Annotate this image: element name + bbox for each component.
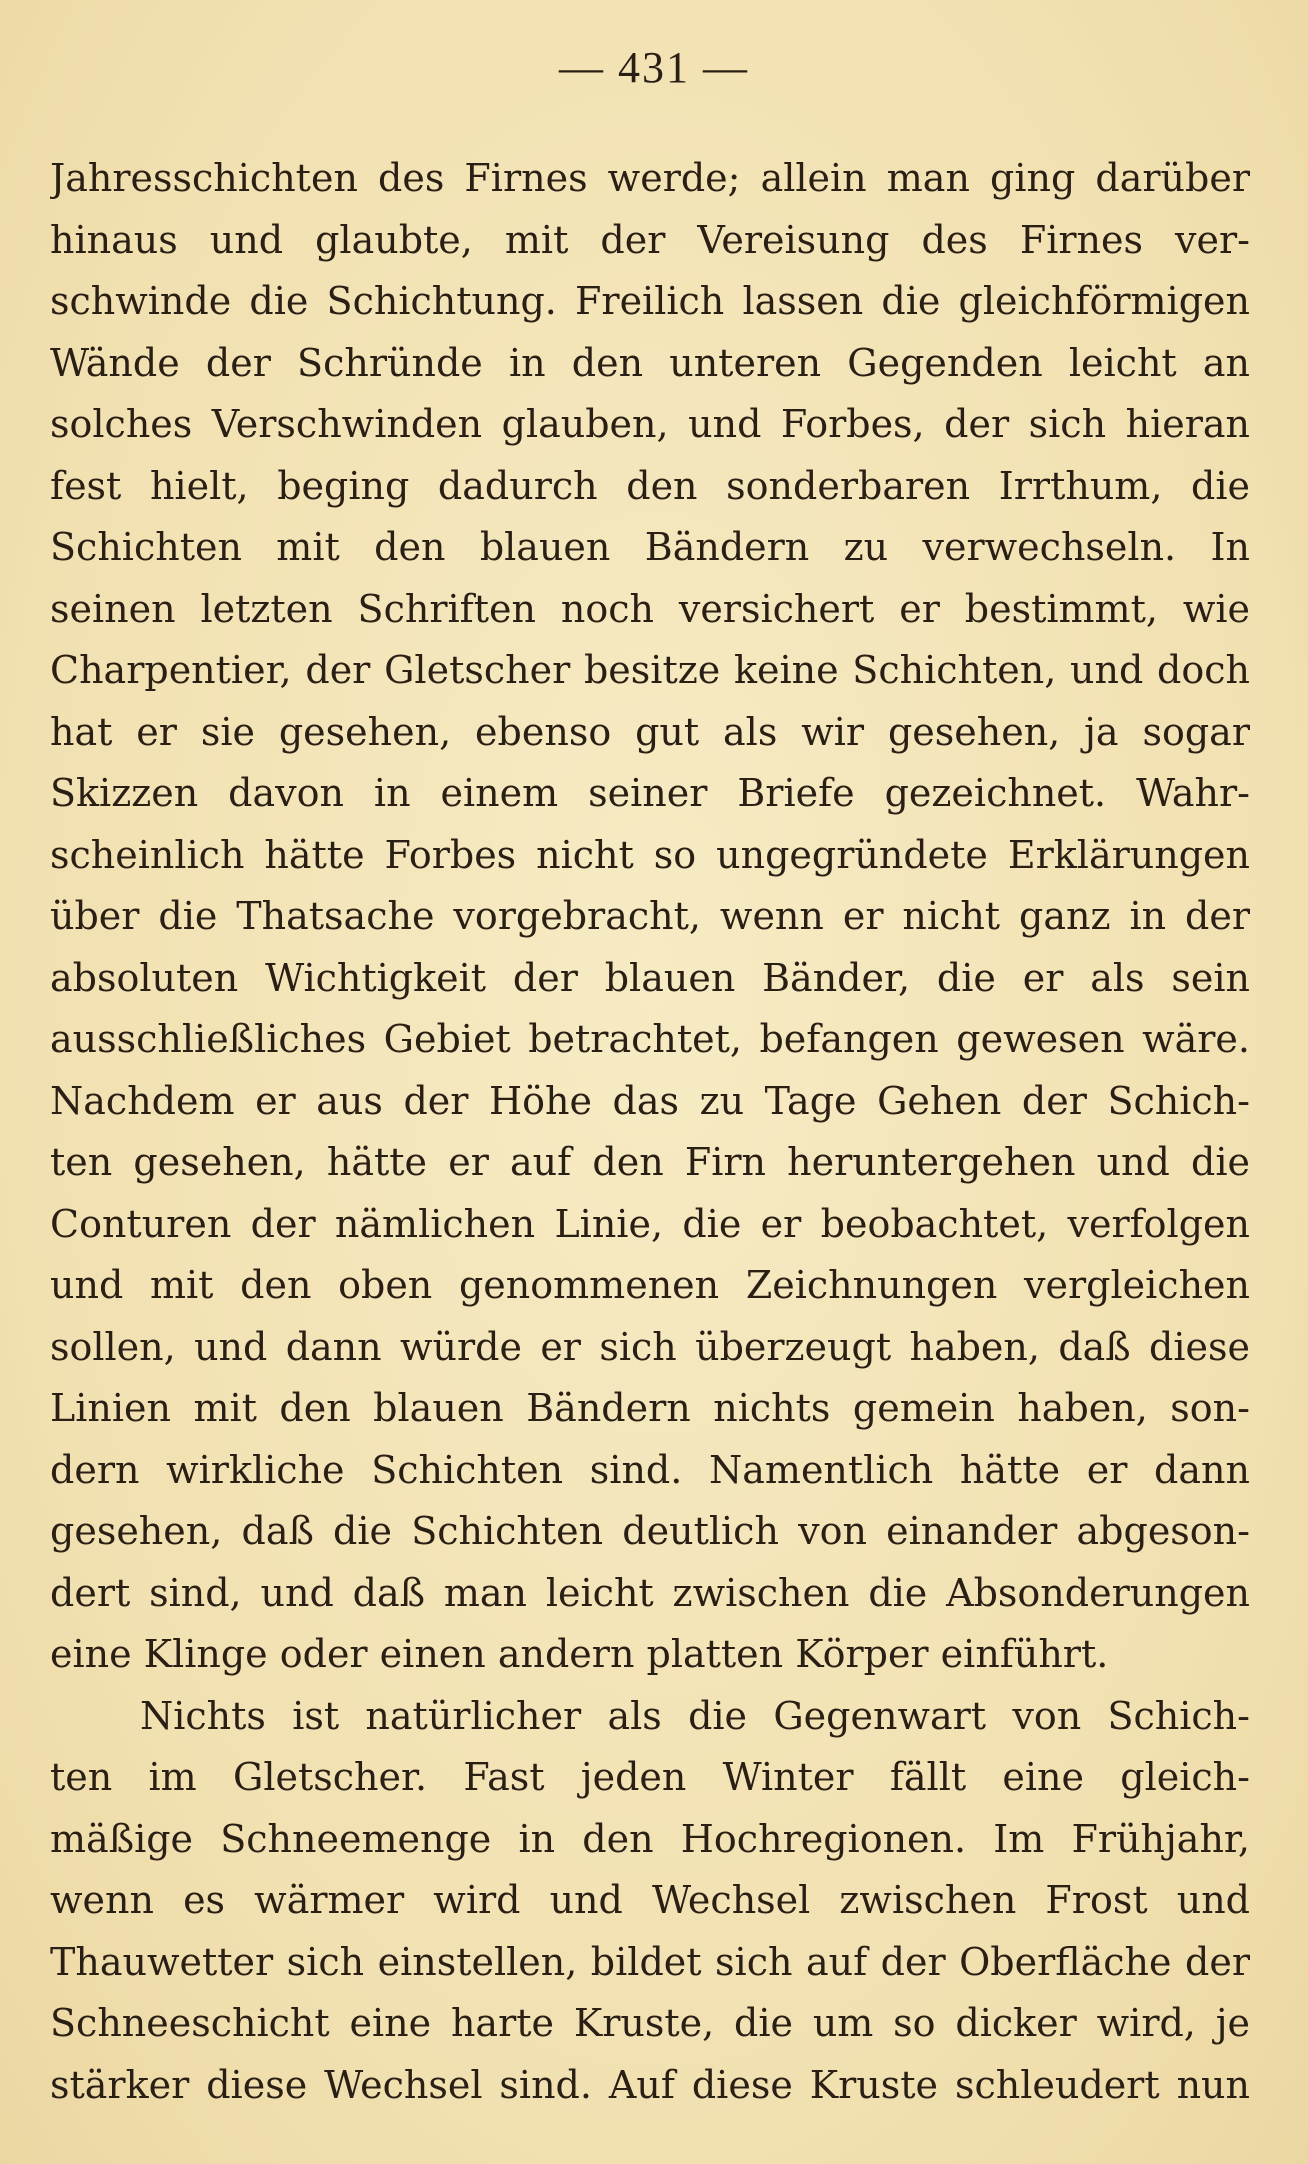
text-line: Schichten mit den blauen Bändern zu verwechseln. In <box>50 525 1250 569</box>
text-line: Linien mit den blauen Bändern nichts gemein haben, son- <box>50 1386 1250 1430</box>
text-line: Jahresschichten des Firnes werde; allein man ging darüber <box>50 156 1250 200</box>
text-line: wenn es wärmer wird und Wechsel zwischen Frost und <box>50 1878 1250 1922</box>
text-line: Skizzen davon in einem seiner Briefe gezeichnet. Wahr- <box>50 771 1250 815</box>
text-line: ten im Gletscher. Fast jeden Winter fällt eine gleich- <box>50 1755 1250 1799</box>
text-line: hinaus und glaubte, mit der Vereisung des Firnes ver- <box>50 217 1250 262</box>
text-line: solches Verschwinden glauben, und Forbes, der sich hieran <box>50 402 1250 446</box>
body-text <box>50 148 1250 2116</box>
text-line: sollen, und dann würde er sich überzeugt haben, daß diese <box>50 1324 1250 1369</box>
text-line: dern wirkliche Schichten sind. Namentlich hätte er dann <box>50 1447 1250 1492</box>
text-line: eine Klinge oder einen andern platten Körper einführt. <box>50 1632 1109 1676</box>
text-line: und mit den oben genommenen Zeichnungen vergleichen <box>50 1263 1250 1307</box>
text-line: stärker diese Wechsel sind. Auf diese Kruste schleudert nun <box>50 2062 1250 2107</box>
text-line: über die Thatsache vorgebracht, wenn er nicht ganz in der <box>50 894 1250 938</box>
text-line: fest hielt, beging dadurch den sonderbaren Irrthum, die <box>50 463 1250 508</box>
text-line: seinen letzten Schriften noch versichert er bestimmt, wie <box>50 586 1250 631</box>
text-line: dert sind, und daß man leicht zwischen die Absonderungen <box>50 1570 1250 1615</box>
text-line: schwinde die Schichtung. Freilich lassen die gleichförmigen <box>50 279 1250 323</box>
text-line: Wände der Schründe in den unteren Gegenden leicht an <box>50 340 1250 385</box>
text-line: mäßige Schneemenge in den Hochregionen. Im Frühjahr, <box>50 1816 1250 1861</box>
text-line: Thauwetter sich einstellen, bildet sich auf der Oberfläche der <box>50 1939 1250 1984</box>
text-line: gesehen, daß die Schichten deutlich von einander abgeson- <box>50 1509 1250 1553</box>
text-line: Charpentier, der Gletscher besitze keine Schichten, und doch <box>50 648 1250 692</box>
page-number: — 431 — <box>559 43 749 92</box>
text-line: scheinlich hätte Forbes nicht so ungegründete Erklärungen <box>50 832 1250 877</box>
text-line: ausschließliches Gebiet betrachtet, befangen gewesen wäre. <box>50 1017 1250 1061</box>
text-line: ten gesehen, hätte er auf den Firn heruntergehen und die <box>50 1140 1250 1184</box>
text-line: Schneeschicht eine harte Kruste, die um so dicker wird, je <box>50 2001 1250 2045</box>
text-line: Nachdem er aus der Höhe das zu Tage Gehen der Schich- <box>50 1078 1250 1123</box>
text-line: absoluten Wichtigkeit der blauen Bänder, die er als sein <box>50 955 1250 1000</box>
text-line: hat er sie gesehen, ebenso gut als wir gesehen, ja sogar <box>50 709 1250 754</box>
text-line: Nichts ist natürlicher als die Gegenwart von Schich- <box>140 1693 1250 1738</box>
text-line: Conturen der nämlichen Linie, die er beobachtet, verfolgen <box>50 1201 1250 1246</box>
